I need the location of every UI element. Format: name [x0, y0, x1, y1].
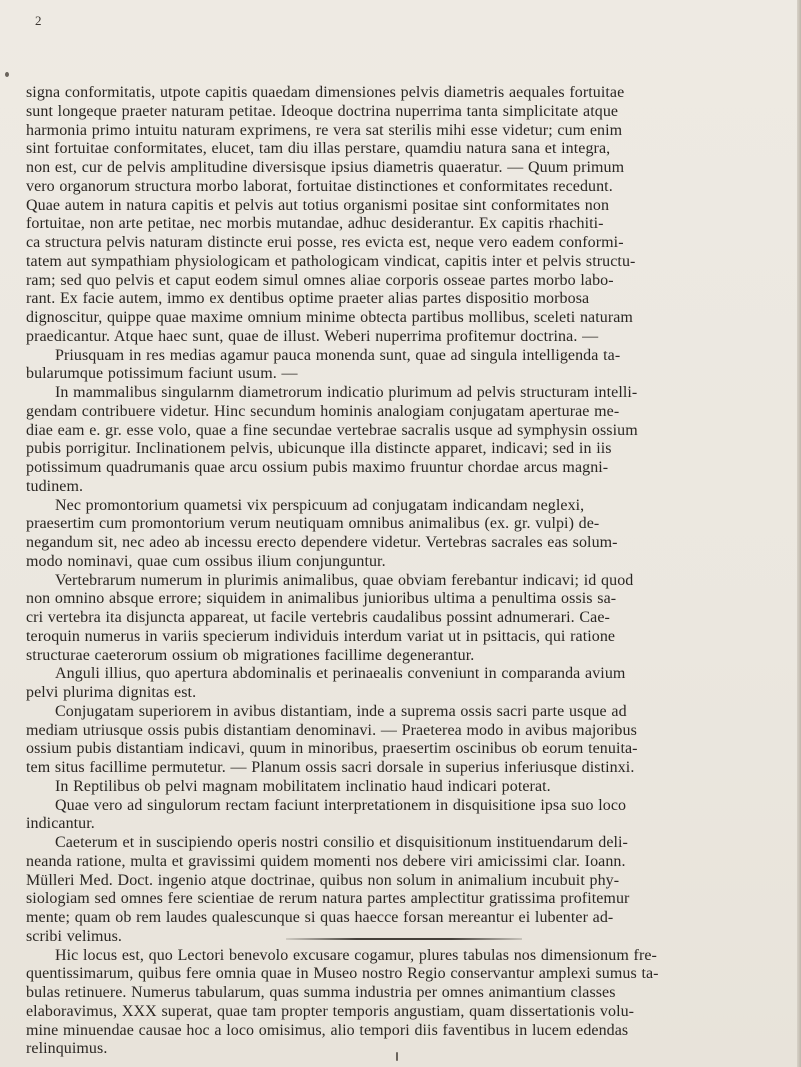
ink-speck [5, 72, 9, 77]
text-line: fortuitae, non arte petitae, nec morbis mutandae, adhuc desiderantur. Ex capitis rhachiti- [26, 215, 604, 233]
text-line: ca structura pelvis naturam distincte erui posse, res evicta est, neque vero eadem conformi- [26, 234, 624, 251]
text-line: bulas retinuere. Numerus tabularum, quas summa industria per omnes animantium classes [26, 984, 616, 1001]
text-line: ossium pubis distantiam indicavi, quum in minoribus, praesertim oscinibus ob eorum tenuita- [26, 740, 638, 758]
text-line: pelvi plurima dignitas est. [26, 684, 197, 701]
text-line: vero organorum structura morbo laborat, fortuitae distinctiones et conformitates recedunt. [26, 177, 613, 195]
text-line: sunt longeque praeter naturam petitae. Ideoque doctrina nuperrima tanta simplicitate atque [26, 102, 619, 120]
text-line: praesertim cum promontorium verum neutiquam omnibus animalibus (ex. gr. vulpi) de- [26, 515, 600, 533]
text-line: In mammalibus singularnm diametrorum indicatio plurimum ad pelvis structuram intelli- [55, 384, 638, 401]
text-line: tatem aut sympathiam physiologicam et pathologicam vindicat, capitis inter et pelvis structu- [26, 252, 636, 270]
text-line: modo nominavi, quae cum ossibus ilium conjunguntur. [26, 552, 386, 570]
text-line: Mülleri Med. Doct. ingenio atque doctrinae, quibus non solum in animalium incubuit phy- [26, 871, 620, 889]
text-line: rant. Ex facie autem, immo ex dentibus optime praeter alias partes dispositio morbosa [26, 290, 590, 308]
text-line: Caeterum et in suscipiendo operis nostri consilio et disquisitionum instituendarum deli- [55, 834, 628, 851]
text-line: neanda ratione, multa et gravissimi quidem momenti nos debere viri amicissimi clar. Ioann. [26, 852, 626, 870]
text-line: Quae vero ad singulorum rectam faciunt interpretationem in disquisitione ipsa suo loco [55, 796, 627, 814]
text-line: mine minuendae causae hoc a loco omisimus, alio tempori diis faventibus in lucem edendas [26, 1021, 629, 1039]
text-line: harmonia primo intuitu naturam exprimens, re vera sat sterilis mihi esse videtur; cum enim [26, 121, 623, 139]
text-line: teroquin numerus in variis specierum individuis interdum variat ut in psittacis, qui ratione [26, 627, 616, 645]
text-line: In Reptilibus ob pelvi magnam mobilitatem inclinatio haud indicari poterat. [55, 777, 551, 795]
text-line: Anguli illius, quo apertura abdominalis et perinaealis conveniunt in comparanda avium [55, 665, 626, 683]
body-text [26, 84, 778, 1059]
page-number: 2 [35, 13, 42, 28]
text-line: potissimum quadrumanis quae arcu ossium pubis maximo fruuntur chordae arcus magni- [26, 459, 609, 476]
text-line: diae eam e. gr. esse volo, quae a fine secundae vertebrae sacralis usque ad symphysin ossium [26, 421, 638, 439]
text-line: Hic locus est, quo Lectori benevolo excusare cogamur, plures tabulas nos dimensionum fre- [55, 946, 657, 964]
text-line: mente; quam ob rem laudes qualescunque si quas haecce forsan mereantur ei lubenter ad- [26, 909, 614, 926]
text-line: ram; sed quo pelvis et caput eodem simul omnes aliae corporis osseae partes morbo labo- [26, 271, 614, 289]
text-line: gendam contribuere videtur. Hinc secundum hominis analogiam conjugatam aperturae me- [26, 402, 620, 420]
text-line: tudinem. [26, 477, 84, 495]
text-line: non omnino absque errore; siquidem in animalibus junioribus ultima a penultima ossis sa- [26, 590, 617, 608]
text-line: quentissimarum, quibus fere omnia quae in Museo nostro Regio conservantur amplexi sumus ta- [26, 965, 659, 983]
text-line: Conjugatam superiorem in avibus distantiam, inde a suprema ossis sacri parte usque ad [55, 702, 627, 720]
text-line: cri vertebra ita disjuncta appareat, ut facile vertebris caudalibus possint adnumerari. Cae- [26, 609, 610, 626]
text-line: elaboravimus, XXX superat, quae tam propter temporis angustiam, quam dissertationis volu- [26, 1002, 635, 1020]
text-line: bularumque potissimum faciunt usum. — [26, 365, 298, 383]
text-line: relinquimus. [26, 1040, 108, 1058]
closing-rule [286, 938, 522, 940]
text-line: siologiam sed omnes fere scientiae de rerum natura partes amplectitur gratissima profitemur [26, 890, 630, 908]
text-line: structurae caeterorum ossium ob migrationes facillime degenerantur. [26, 646, 475, 664]
text-line: tem situs facillime permutetur. — Planum ossis sacri dorsale in superius inferiusque distinxi. [26, 759, 635, 776]
text-line: dignoscitur, quippe quae maxime omnium minime obtecta partibus mollibus, sceleti naturam [26, 309, 633, 326]
text-line: scribi velimus. [26, 927, 123, 945]
text-line: non est, cur de pelvis amplitudine diversisque ipsius diametris quaeratur. — Quum primum [26, 159, 625, 176]
text-line: Quae autem in natura capitis et pelvis aut totius organismi positae sint conformitates non [26, 196, 610, 214]
text-line: Nec promontorium quametsi vix perspicuum ad conjugatam indicandam neglexi, [55, 496, 585, 514]
text-line: indicantur. [26, 815, 95, 833]
text-line: negandum sit, nec adeo ab incessu erecto dependere videtur. Vertebras sacrales eas solum- [26, 534, 618, 551]
text-line: sint fortuitae conformitates, elucet, tam diu illas perstare, quamdiu natura sana et integra, [26, 140, 611, 158]
text-line: Vertebrarum numerum in plurimis animalibus, quae obviam ferebantur indicavi; id quod [55, 571, 634, 589]
text-line: mediam utriusque ossis pubis distantiam denominavi. — Praeterea modo in avibus majoribus [26, 721, 637, 739]
text-line: signa conformitatis, utpote capitis quaedam dimensiones pelvis diametris aequales fortuitae [26, 84, 625, 101]
ink-speck [396, 1052, 398, 1061]
text-line: pubis porrigitur. Inclinationem pelvis, ubicunque illa distincte apparet, indicavi; sed in iis [26, 440, 612, 458]
text-line: praedicantur. Atque haec sunt, quae de illust. Weberi nuperrima profitemur doctrina. — [26, 327, 599, 345]
text-line: Priusquam in res medias agamur pauca monenda sunt, quae ad singula intelligenda ta- [55, 346, 621, 364]
page-edge-shadow [797, 0, 801, 1067]
